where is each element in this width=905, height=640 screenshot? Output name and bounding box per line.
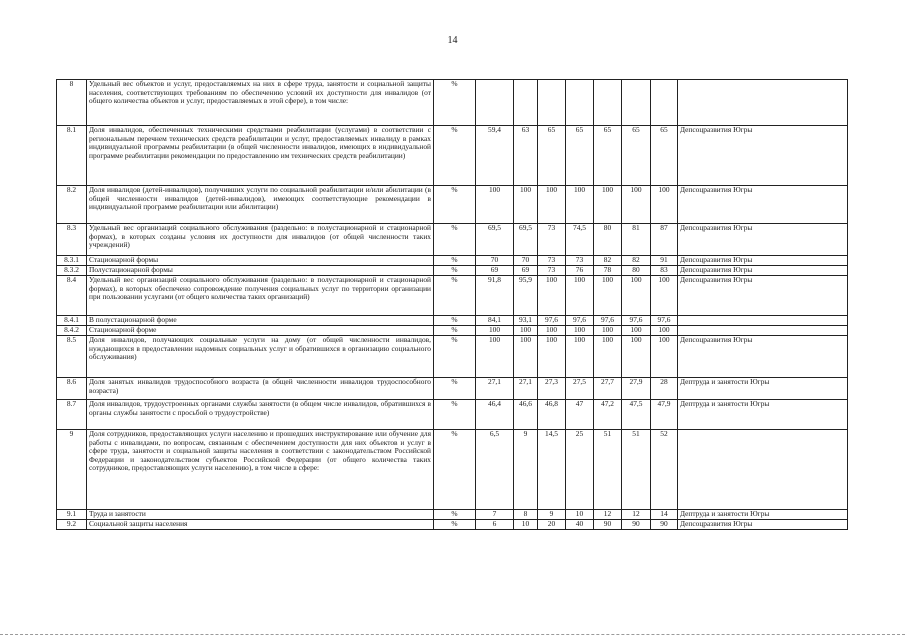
row-value-cell: 27,9	[622, 378, 651, 400]
row-description-cell: Удельный вес объектов и услуг, предоставляемых на них в сфере труда, занятости и социальной защиты населения, соответствующих требованиям по обеспечению условий их доступности для инвалидов (от общего количества объектов и услуг, предоставляемых в этой сфере), в том числе:	[87, 80, 434, 126]
row-value-cell: 69	[476, 266, 514, 276]
row-value-cell: 65	[651, 126, 678, 186]
row-responsible-cell: Депсоцразвития Югры	[678, 186, 848, 224]
row-code-cell: 9.2	[57, 520, 87, 530]
row-value-cell: 80	[622, 266, 651, 276]
row-value-cell: 90	[651, 520, 678, 530]
row-unit-cell: %	[434, 378, 476, 400]
row-code-cell: 8.3	[57, 224, 87, 256]
row-responsible-cell: Депсоцразвития Югры	[678, 126, 848, 186]
row-value-cell: 97,6	[651, 316, 678, 326]
row-value-cell: 47	[566, 400, 594, 430]
row-unit-cell: %	[434, 336, 476, 378]
row-value-cell: 97,6	[594, 316, 622, 326]
row-value-cell: 12	[594, 510, 622, 520]
row-responsible-cell: Депсоцразвития Югры	[678, 224, 848, 256]
table-body	[57, 80, 848, 530]
row-value-cell	[566, 80, 594, 126]
row-value-cell: 83	[651, 266, 678, 276]
table-row	[57, 126, 848, 186]
row-value-cell: 100	[651, 276, 678, 316]
row-value-cell: 28	[651, 378, 678, 400]
row-unit-cell: %	[434, 510, 476, 520]
row-code-cell: 8.5	[57, 336, 87, 378]
row-value-cell: 69,5	[514, 224, 538, 256]
row-code-cell: 8.7	[57, 400, 87, 430]
row-description-cell: Труда и занятости	[87, 510, 434, 520]
row-value-cell: 100	[594, 186, 622, 224]
row-value-cell: 46,8	[538, 400, 566, 430]
row-value-cell	[622, 80, 651, 126]
row-value-cell: 100	[514, 186, 538, 224]
row-value-cell: 27,1	[514, 378, 538, 400]
row-responsible-cell	[678, 430, 848, 510]
row-value-cell: 65	[538, 126, 566, 186]
row-value-cell: 46,4	[476, 400, 514, 430]
row-unit-cell: %	[434, 430, 476, 510]
row-value-cell: 46,6	[514, 400, 538, 430]
row-value-cell: 90	[622, 520, 651, 530]
table-row	[57, 510, 848, 520]
row-responsible-cell: Дептруда и занятости Югры	[678, 378, 848, 400]
row-value-cell: 27,5	[566, 378, 594, 400]
table-row	[57, 430, 848, 510]
row-value-cell: 100	[651, 186, 678, 224]
row-code-cell: 8	[57, 80, 87, 126]
row-value-cell: 100	[538, 276, 566, 316]
row-responsible-cell	[678, 316, 848, 326]
row-value-cell: 69	[514, 266, 538, 276]
row-value-cell: 63	[514, 126, 538, 186]
row-value-cell: 27,1	[476, 378, 514, 400]
row-value-cell	[514, 80, 538, 126]
row-code-cell: 8.1	[57, 126, 87, 186]
row-value-cell: 65	[622, 126, 651, 186]
row-value-cell	[594, 80, 622, 126]
row-value-cell	[538, 80, 566, 126]
row-value-cell	[476, 80, 514, 126]
row-value-cell: 95,9	[514, 276, 538, 316]
row-value-cell: 51	[622, 430, 651, 510]
row-responsible-cell: Депсоцразвития Югры	[678, 336, 848, 378]
row-value-cell: 100	[594, 336, 622, 378]
scan-edge	[0, 634, 905, 638]
row-unit-cell: %	[434, 316, 476, 326]
row-value-cell: 87	[651, 224, 678, 256]
row-value-cell: 100	[594, 276, 622, 316]
table-row	[57, 378, 848, 400]
row-value-cell: 40	[566, 520, 594, 530]
row-value-cell: 73	[538, 256, 566, 266]
row-responsible-cell	[678, 80, 848, 126]
table-row	[57, 326, 848, 336]
row-value-cell: 59,4	[476, 126, 514, 186]
row-code-cell: 9	[57, 430, 87, 510]
row-value-cell: 8	[514, 510, 538, 520]
table-row	[57, 186, 848, 224]
row-unit-cell: %	[434, 326, 476, 336]
page-number: 14	[447, 35, 458, 46]
row-value-cell: 47,5	[622, 400, 651, 430]
row-unit-cell: %	[434, 276, 476, 316]
row-value-cell: 81	[622, 224, 651, 256]
row-value-cell: 65	[566, 126, 594, 186]
row-responsible-cell: Депсоцразвития Югры	[678, 256, 848, 266]
row-code-cell: 8.3.2	[57, 266, 87, 276]
row-value-cell: 82	[622, 256, 651, 266]
row-responsible-cell: Депсоцразвития Югры	[678, 266, 848, 276]
row-value-cell: 84,1	[476, 316, 514, 326]
row-value-cell: 9	[538, 510, 566, 520]
row-value-cell: 70	[514, 256, 538, 266]
row-value-cell: 69,5	[476, 224, 514, 256]
row-value-cell: 76	[566, 266, 594, 276]
row-value-cell: 100	[514, 326, 538, 336]
row-code-cell: 8.4.2	[57, 326, 87, 336]
row-value-cell: 100	[651, 336, 678, 378]
row-description-cell: Удельный вес организаций социального обслуживания (раздельно: в полустационарной и стационарной формах), в которых обеспечено сопровождение получения социальных услуг по территории организации при пользовании услугами (от общего количества таких организаций)	[87, 276, 434, 316]
row-value-cell: 7	[476, 510, 514, 520]
row-value-cell: 25	[566, 430, 594, 510]
row-value-cell: 100	[566, 276, 594, 316]
table-row	[57, 256, 848, 266]
row-unit-cell: %	[434, 80, 476, 126]
row-value-cell: 9	[514, 430, 538, 510]
row-value-cell: 100	[538, 326, 566, 336]
table-row	[57, 316, 848, 326]
row-value-cell: 27,3	[538, 378, 566, 400]
row-value-cell: 14,5	[538, 430, 566, 510]
row-responsible-cell: Депсоцразвития Югры	[678, 276, 848, 316]
row-value-cell: 65	[594, 126, 622, 186]
row-value-cell: 100	[622, 326, 651, 336]
table-row	[57, 266, 848, 276]
row-value-cell: 27,7	[594, 378, 622, 400]
row-value-cell: 14	[651, 510, 678, 520]
row-value-cell: 100	[651, 326, 678, 336]
row-description-cell: Доля занятых инвалидов трудоспособного возраста (в общей численности инвалидов трудоспособного возраста)	[87, 378, 434, 400]
table-row	[57, 276, 848, 316]
row-value-cell: 20	[538, 520, 566, 530]
row-code-cell: 8.4	[57, 276, 87, 316]
row-value-cell: 82	[594, 256, 622, 266]
row-value-cell: 74,5	[566, 224, 594, 256]
table-row	[57, 400, 848, 430]
row-value-cell: 52	[651, 430, 678, 510]
row-value-cell: 100	[566, 186, 594, 224]
row-value-cell: 97,6	[622, 316, 651, 326]
row-value-cell: 100	[538, 186, 566, 224]
row-value-cell: 100	[538, 336, 566, 378]
row-unit-cell: %	[434, 520, 476, 530]
row-code-cell: 8.2	[57, 186, 87, 224]
table-row	[57, 520, 848, 530]
row-unit-cell: %	[434, 186, 476, 224]
row-value-cell: 100	[566, 336, 594, 378]
table-row	[57, 336, 848, 378]
row-responsible-cell: Депсоцразвития Югры	[678, 520, 848, 530]
row-value-cell: 70	[476, 256, 514, 266]
row-value-cell: 73	[538, 224, 566, 256]
row-responsible-cell: Дептруда и занятости Югры	[678, 400, 848, 430]
row-value-cell: 6,5	[476, 430, 514, 510]
row-value-cell: 10	[566, 510, 594, 520]
row-description-cell: Доля инвалидов, получающих социальные услуги на дому (от общей численности инвалидов, нуждающихся в предоставлении надомных социальных услуг и обратившихся в организацию социального обслуживания)	[87, 336, 434, 378]
row-code-cell: 8.6	[57, 378, 87, 400]
row-description-cell: Доля инвалидов, обеспеченных техническими средствами реабилитации (услугами) в соответствии с региональным перечнем технических средств реабилитации и услуг, предоставляемых инвалиду в рамках индивидуальной программы реабилитации (в общей численности инвалидов, имеющих в индивидуальной программе реабилитации рекомендации по предоставлению им технических средств реабилитации)	[87, 126, 434, 186]
table-row	[57, 224, 848, 256]
row-responsible-cell: Дептруда и занятости Югры	[678, 510, 848, 520]
row-description-cell: Доля инвалидов, трудоустроенных органами службы занятости (в общем числе инвалидов, обратившихся в органы службы занятости с просьбой о трудоустройстве)	[87, 400, 434, 430]
row-value-cell: 100	[514, 336, 538, 378]
row-code-cell: 9.1	[57, 510, 87, 520]
row-value-cell: 47,2	[594, 400, 622, 430]
row-value-cell: 100	[622, 186, 651, 224]
row-value-cell: 97,6	[566, 316, 594, 326]
row-value-cell: 100	[476, 326, 514, 336]
row-value-cell: 80	[594, 224, 622, 256]
row-description-cell: Доля сотрудников, предоставляющих услуги населению и прошедших инструктирование или обучение для работы с инвалидами, по вопросам, связанным с обеспечением доступности для них объектов и услуг в сфере труда, занятости и социальной защиты населения в соответствии с законодательством Российской Федерации и законодательством субъектов Российской Федерации (от общего количества таких сотрудников, предоставляющих услуги населению), в том числе в сфере:	[87, 430, 434, 510]
row-value-cell: 47,9	[651, 400, 678, 430]
row-description-cell: Социальной защиты населения	[87, 520, 434, 530]
row-unit-cell: %	[434, 224, 476, 256]
row-value-cell: 100	[622, 336, 651, 378]
row-value-cell: 78	[594, 266, 622, 276]
row-value-cell: 73	[538, 266, 566, 276]
row-unit-cell: %	[434, 266, 476, 276]
row-responsible-cell	[678, 326, 848, 336]
row-code-cell: 8.4.1	[57, 316, 87, 326]
row-description-cell: Удельный вес организаций социального обслуживания (раздельно: в полустационарной и стационарной формах), в которых созданы условия их доступности для инвалидов (от общей численности таких учреждений)	[87, 224, 434, 256]
row-value-cell: 97,6	[538, 316, 566, 326]
row-description-cell: Стационарной формы	[87, 256, 434, 266]
row-value-cell: 51	[594, 430, 622, 510]
row-value-cell: 12	[622, 510, 651, 520]
row-unit-cell: %	[434, 126, 476, 186]
row-value-cell: 90	[594, 520, 622, 530]
indicators-table	[56, 79, 848, 530]
row-description-cell: Стационарной форме	[87, 326, 434, 336]
row-value-cell: 73	[566, 256, 594, 266]
row-value-cell: 100	[476, 186, 514, 224]
row-value-cell: 93,1	[514, 316, 538, 326]
row-value-cell: 100	[622, 276, 651, 316]
row-value-cell: 100	[476, 336, 514, 378]
row-description-cell: Доля инвалидов (детей-инвалидов), получивших услуги по социальной реабилитации и/или абилитации (в общей численности инвалидов (детей-инвалидов), имеющих соответствующие рекомендации в индивидуальной программе реабилитации или абилитации)	[87, 186, 434, 224]
row-value-cell: 100	[594, 326, 622, 336]
row-code-cell: 8.3.1	[57, 256, 87, 266]
row-value-cell: 6	[476, 520, 514, 530]
row-value-cell	[651, 80, 678, 126]
row-unit-cell: %	[434, 400, 476, 430]
row-description-cell: В полустационарной форме	[87, 316, 434, 326]
row-value-cell: 91,8	[476, 276, 514, 316]
row-value-cell: 91	[651, 256, 678, 266]
row-unit-cell: %	[434, 256, 476, 266]
row-value-cell: 100	[566, 326, 594, 336]
row-value-cell: 10	[514, 520, 538, 530]
row-description-cell: Полустационарной формы	[87, 266, 434, 276]
table-row	[57, 80, 848, 126]
